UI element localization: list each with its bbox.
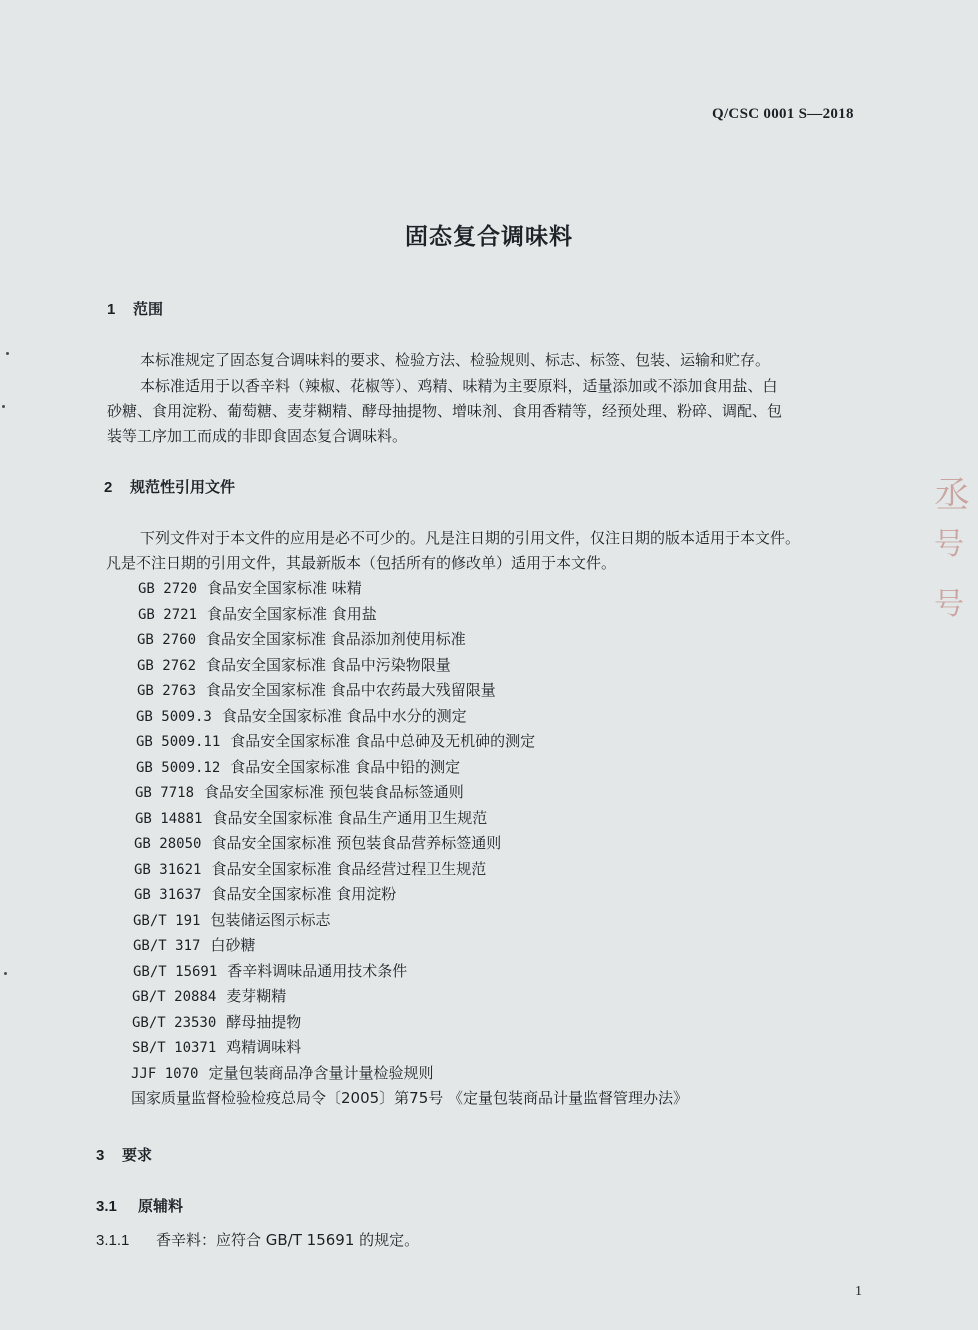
document-title: 固态复合调味料: [405, 224, 573, 250]
reference-code: GB/T 317: [133, 938, 201, 954]
reference-code: GB 28050: [134, 836, 202, 852]
scope-paragraph-1: 本标准规定了固态复合调味料的要求、检验方法、检验规则、标志、标签、包装、运输和贮存。: [140, 351, 771, 369]
reference-code: GB/T 20884: [132, 989, 217, 1005]
stamp-fragment-mark: 丞: [934, 475, 971, 516]
reference-item: [138, 576, 688, 602]
reference-title: 食品安全国家标准 食品中总砷及无机砷的测定: [230, 732, 536, 750]
reference-title: 食品安全国家标准 食品添加剂使用标准: [206, 630, 466, 648]
reference-item: [134, 882, 688, 908]
reference-item: [137, 653, 688, 679]
reference-item: [137, 627, 688, 653]
reference-code: GB 5009.3: [136, 708, 212, 725]
reference-title: 食品安全国家标准 食品中水分的测定: [221, 706, 467, 725]
reference-code: GB 5009.12: [136, 759, 221, 776]
scan-speck: [6, 352, 9, 355]
reference-item: [134, 831, 688, 857]
section-3-1-1: [96, 1228, 419, 1253]
reference-title: 食品安全国家标准 食品经营过程卫生规范: [211, 859, 487, 878]
normative-references-list: [132, 576, 688, 1112]
scan-speck: [4, 972, 7, 975]
clause-text: 香辛料：应符合 GB/T 15691 的规定。: [156, 1231, 420, 1249]
reference-title: 酵母抽提物: [226, 1012, 302, 1031]
stamp-fragment-mark: 号: [934, 587, 964, 622]
reference-title: 定量包装商品净含量计量检验规则: [208, 1063, 434, 1082]
reference-title: 食品安全国家标准 预包装食品标签通则: [204, 783, 464, 801]
reference-item: [133, 933, 688, 959]
reference-code: GB 7718: [135, 785, 195, 801]
reference-code: GB 2721: [138, 606, 198, 623]
reference-item: [134, 857, 688, 883]
reference-code: SB/T 10371: [132, 1040, 217, 1056]
section-number: 2: [104, 479, 113, 496]
reference-title: 食品安全国家标准 预包装食品营养标签通则: [211, 834, 502, 852]
reference-item: [133, 959, 688, 985]
reference-title: 食品安全国家标准 食品中污染物限量: [206, 655, 451, 674]
references-intro-line-1: 下列文件对于本文件的应用是必不可少的。凡是注日期的引用文件，仅注日期的版本适用于本文件。: [140, 529, 801, 547]
reference-item: [136, 755, 688, 781]
reference-item: [135, 806, 688, 832]
reference-item: [131, 1086, 688, 1112]
reference-code: GB/T 15691: [133, 963, 218, 980]
section-3-heading: [96, 1144, 152, 1165]
reference-code: GB 2763: [137, 683, 197, 699]
section-1-heading: [107, 298, 163, 319]
scope-paragraph-2-line-2: 砂糖、食用淀粉、葡萄糖、麦芽糊精、酵母抽提物、增味剂、食用香精等，经预处理、粉碎、调配、包: [107, 402, 783, 420]
section-number: 1: [107, 301, 116, 318]
reference-code: GB 14881: [135, 810, 203, 827]
reference-item: [131, 1061, 688, 1087]
reference-item: [136, 729, 688, 755]
reference-item: [132, 1035, 688, 1061]
section-title: 原辅料: [138, 1197, 184, 1215]
reference-code: GB 2760: [137, 632, 197, 648]
reference-title: 食品安全国家标准 味精: [207, 579, 362, 597]
reference-title: 白砂糖: [210, 936, 256, 954]
reference-code: JJF 1070: [131, 1065, 199, 1082]
reference-item: [138, 602, 688, 628]
reference-code: GB/T 191: [133, 912, 201, 929]
reference-title: 食品安全国家标准 食用盐: [207, 604, 377, 623]
reference-code: GB 31637: [134, 887, 202, 903]
reference-title: 食品安全国家标准 食品中农药最大残留限量: [206, 681, 496, 699]
reference-code: GB 2720: [138, 581, 198, 597]
reference-title: 国家质量监督检验检疫总局令〔2005〕第75号 《定量包装商品计量监督管理办法》: [131, 1089, 689, 1107]
reference-title: 食品安全国家标准 食品生产通用卫生规范: [212, 808, 488, 827]
section-3-1-heading: [96, 1195, 183, 1216]
reference-item: [133, 908, 688, 934]
reference-item: [137, 678, 688, 704]
reference-code: GB 5009.11: [136, 734, 221, 750]
section-title: 范围: [133, 300, 164, 318]
reference-item: [132, 1010, 688, 1036]
page-number: 1: [855, 1284, 862, 1299]
reference-item: [135, 780, 688, 806]
scope-paragraph-2-line-1: 本标准适用于以香辛料（辣椒、花椒等）、鸡精、味精为主要原料，适量添加或不添加食用盐、白: [140, 377, 778, 395]
section-title: 要求: [122, 1146, 153, 1164]
section-number: 3: [96, 1147, 105, 1164]
stamp-fragment-mark: 号: [934, 527, 964, 562]
scan-speck: [2, 405, 5, 408]
reference-title: 包装储运图示标志: [210, 910, 331, 929]
references-intro-line-2: 凡是不注日期的引用文件，其最新版本（包括所有的修改单）适用于本文件。: [106, 554, 617, 572]
reference-title: 香辛料调味品通用技术条件: [227, 961, 408, 980]
reference-item: [136, 704, 688, 730]
section-title: 规范性引用文件: [130, 478, 236, 496]
reference-title: 鸡精调味料: [226, 1038, 302, 1056]
reference-title: 食品安全国家标准 食用淀粉: [211, 885, 397, 903]
reference-item: [132, 984, 688, 1010]
reference-title: 食品安全国家标准 食品中铅的测定: [230, 757, 461, 776]
section-2-heading: [104, 476, 235, 497]
reference-code: GB/T 23530: [132, 1014, 217, 1031]
standard-code: Q/CSC 0001 S—2018: [712, 106, 854, 122]
section-number: 3.1: [96, 1198, 117, 1215]
reference-code: GB 31621: [134, 861, 202, 878]
reference-code: GB 2762: [137, 657, 197, 674]
clause-number: 3.1.1: [96, 1232, 130, 1249]
scope-paragraph-2-line-3: 装等工序加工而成的非即食固态复合调味料。: [107, 427, 408, 445]
reference-title: 麦芽糊精: [226, 987, 287, 1005]
